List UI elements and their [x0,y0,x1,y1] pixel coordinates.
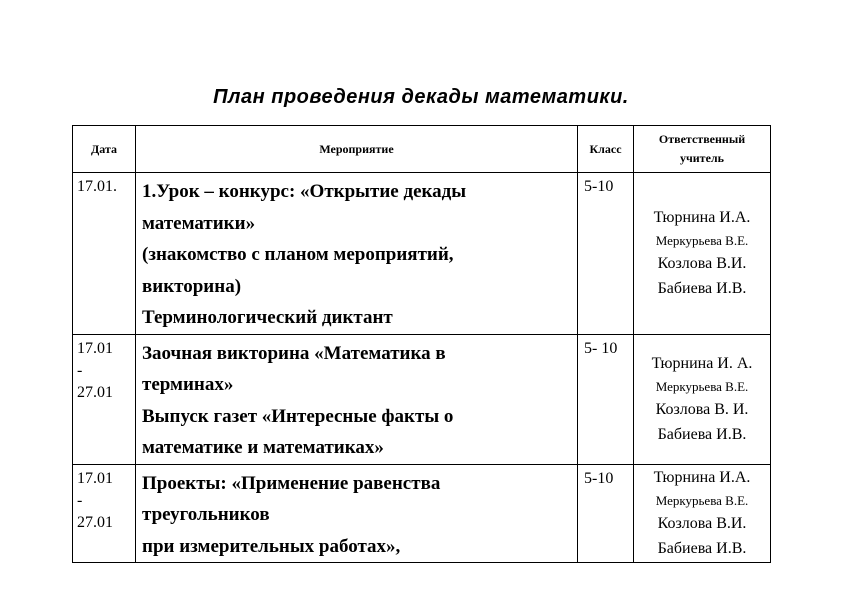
header-event: Мероприятие [136,126,578,173]
event-cell [136,173,578,335]
teacher-name: Козлова В.И. [657,514,747,532]
teacher-cell [634,334,771,464]
event-line: (знакомство с планом мероприятий, [142,244,454,265]
teacher-name: Бабиева И.В. [657,280,747,298]
date-line: 17.01 [77,339,113,357]
event-line: треугольников [142,504,270,525]
table-row [73,173,771,335]
header-teacher [634,126,771,173]
teacher-name: Козлова В.И. [657,255,747,273]
event-line: терминах» [142,374,234,395]
date-cell [73,173,136,335]
teacher-name: Козлова В. И. [655,401,749,418]
date-line: - [77,361,83,379]
teacher-name: Тюрнина И.А. [653,209,751,227]
teacher-name: Тюрнина И.А. [653,468,751,486]
event-line: при измерительных работах», [142,535,401,557]
teacher-name: Бабиева И.В. [657,426,747,443]
table-row [73,334,771,464]
teacher-name: Тюрнина И. А. [651,355,753,372]
event-line: математике и математиках» [142,437,384,458]
teacher-name: Меркурьева В.Е. [655,492,749,508]
class-cell: 5- 10 [578,334,634,464]
date-line: 27.01 [77,383,113,401]
teacher-name: Бабиева И.В. [657,539,747,557]
header-class: Класс [578,126,634,173]
teacher-cell [634,464,771,563]
event-line: викторина) [142,275,242,297]
event-plan-table [72,125,771,563]
event-line: Проекты: «Применение равенства [142,472,441,494]
date-line: - [77,491,83,509]
event-cell [136,334,578,464]
date-cell [73,334,136,464]
event-line: Выпуск газет «Интересные факты о [142,405,454,427]
header-teacher-line1: Ответственный [658,132,746,146]
header-date: Дата [73,126,136,173]
date-line: 17.01 [77,469,113,487]
class-cell: 5-10 [578,173,634,335]
event-line: 1.Урок – конкурс: «Открытие декады [142,181,467,202]
table-header-row [73,126,771,173]
event-cell [136,464,578,563]
table-row [73,464,771,563]
teacher-name: Меркурьева В.Е. [655,233,749,249]
class-cell: 5-10 [578,464,634,563]
date-line: 27.01 [77,513,113,531]
teacher-cell [634,173,771,335]
date-cell [73,464,136,563]
date-line: 17.01. [77,178,117,195]
page-title: План проведения декады математики. [213,86,629,108]
event-line: Заочная викторина «Математика в [142,342,446,364]
teacher-name: Меркурьева В.Е. [655,379,749,394]
header-teacher-line2: учитель [680,151,724,165]
event-line: Терминологический диктант [142,307,393,328]
event-line: математики» [142,212,256,234]
